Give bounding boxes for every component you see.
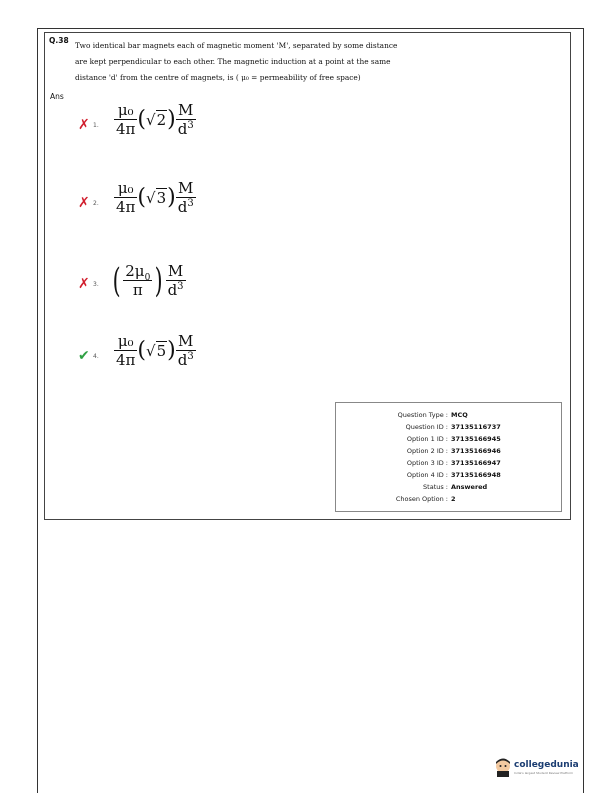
mascot-icon	[494, 757, 512, 777]
option-number: 1.	[93, 122, 99, 129]
denominator-pi: π	[132, 281, 143, 299]
info-row-option-2-id: Option 2 ID : 37135166946	[406, 447, 501, 455]
question-line-2: are kept perpendicular to each other. The magnetic induction at a point at the same	[75, 57, 391, 66]
denominator-d: d	[177, 351, 188, 369]
numerator-2mu: 2μ	[125, 262, 145, 280]
numerator-M: M	[176, 180, 196, 198]
option-formula: $\frac{\text{μ₀}}{4\pi}$ ( √5 ) $\frac{M}{d^3}$	[116, 332, 194, 369]
option-formula: $\frac{\text{μ₀}}{4\pi}$ ( √2 ) $\frac{M}{d^3}$	[116, 101, 194, 138]
question-line-3: distance 'd' from the centre of magnets, is ( μ₀ = permeability of free space)	[75, 73, 361, 82]
denominator-4pi: 4π	[116, 198, 136, 216]
denominator-4pi: 4π	[116, 351, 136, 369]
option-formula: ( $\frac{2\mu_0}{\pi}$ ) $\frac{M}{d^3}$	[112, 261, 184, 301]
info-row-chosen-option: Chosen Option : 2	[395, 495, 456, 503]
denominator-d: d	[177, 120, 188, 138]
numerator-mu: μ₀	[114, 180, 137, 198]
logo-name: collegedunia	[514, 760, 579, 770]
question-text	[75, 38, 555, 86]
option-number: 3.	[93, 281, 99, 288]
option-number: 4.	[93, 353, 99, 360]
info-row-option-4-id: Option 4 ID : 37135166948	[406, 471, 501, 479]
option-formula: $\frac{\text{μ₀}}{4\pi}$ ( √3 ) $\frac{M}{d^3}$	[116, 179, 194, 216]
question-number: Q.38	[49, 36, 69, 45]
option-4	[78, 333, 278, 388]
numerator-M: M	[166, 263, 186, 281]
logo-tagline: India's largest Student Review Platform	[514, 771, 574, 775]
root-value: 2	[156, 111, 167, 129]
option-1	[78, 102, 278, 157]
numerator-mu: μ₀	[114, 333, 137, 351]
option-3	[78, 263, 278, 318]
exponent: 3	[187, 198, 194, 209]
info-row-question-id: Question ID : 37135116737	[405, 423, 501, 431]
answer-label: Ans	[50, 92, 64, 101]
exponent: 3	[187, 351, 194, 362]
cross-icon: ✗	[78, 195, 90, 211]
numerator-M: M	[176, 102, 196, 120]
denominator-d: d	[167, 281, 178, 299]
collegedunia-logo	[494, 757, 579, 779]
info-row-option-1-id: Option 1 ID : 37135166945	[406, 435, 501, 443]
option-number: 2.	[93, 200, 99, 207]
check-icon: ✔	[78, 348, 90, 364]
numerator-M: M	[176, 333, 196, 351]
info-row-option-3-id: Option 3 ID : 37135166947	[406, 459, 501, 467]
cross-icon: ✗	[78, 117, 90, 133]
question-info-box	[335, 402, 562, 512]
subscript-0: 0	[144, 273, 151, 283]
info-row-status: Status : Answered	[423, 483, 488, 491]
root-value: 3	[156, 189, 167, 207]
exponent: 3	[187, 120, 194, 131]
denominator-d: d	[177, 198, 188, 216]
denominator-4pi: 4π	[116, 120, 136, 138]
cross-icon: ✗	[78, 276, 90, 292]
root-value: 5	[156, 342, 167, 360]
info-row-question-type: Question Type : MCQ	[397, 411, 468, 419]
question-line-1: Two identical bar magnets each of magnetic moment 'M', separated by some distance	[75, 41, 398, 50]
option-2	[78, 180, 278, 235]
exponent: 3	[177, 281, 184, 292]
numerator-mu: μ₀	[114, 102, 137, 120]
